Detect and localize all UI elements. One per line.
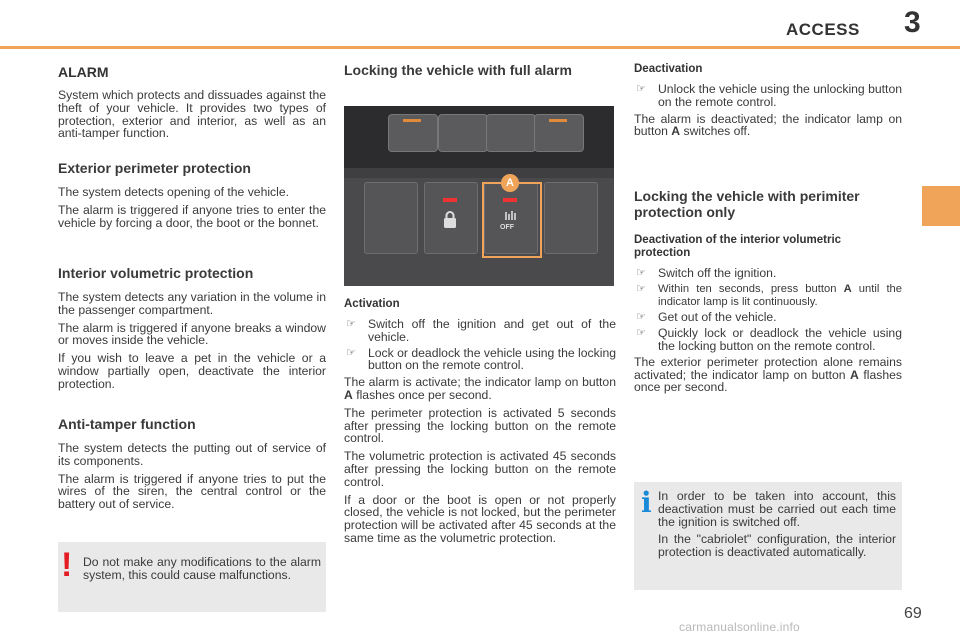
activation-title: Activation (344, 298, 400, 310)
watermark: carmanualsonline.info (679, 620, 800, 634)
dashboard-photo (344, 106, 614, 286)
activation-p4: If a door or the boot is open or not properly closed, the vehicle is not locked, but the perimeter protection will be activated after 45 seconds at the same time as the volumetric protection. (344, 492, 616, 545)
photo-led-red (443, 198, 457, 202)
alarm-text: System which protects and dissuades against the theft of your vehicle. It provides two types of protection, exterior and interior, as well as an anti-tamper function. (58, 88, 326, 141)
perimeter-end-p: The exterior perimeter protection alone remains activated; the indicator lamp on button A flashes once per second. (634, 354, 902, 395)
tamper-title: Anti-tamper function (58, 416, 196, 432)
tamper-p2: The alarm is triggered if anyone tries to put the wires of the siren, the central control or the battery out of service. (58, 471, 326, 512)
pointing-hand-icon: ☞ (636, 83, 646, 95)
tamper-p1: The system detects the putting out of service of its components. (58, 441, 326, 468)
photo-button-blank-2 (544, 182, 598, 254)
photo-key-2 (438, 114, 488, 152)
exclamation-icon: ! (61, 546, 73, 584)
photo-key-4 (534, 114, 584, 152)
deactivation-title: Deactivation (634, 63, 703, 75)
page-number: 69 (904, 605, 922, 622)
alarm-title: ALARM (58, 64, 109, 80)
pointing-hand-icon: ☞ (346, 346, 356, 359)
exterior-p2: The alarm is triggered if anyone tries to enter the vehicle by forcing a door, the boot or the bonnet. (58, 202, 326, 230)
button-a-highlight (482, 182, 542, 258)
perimeter-bullet-1: ☞ Switch off the ignition. (636, 266, 777, 280)
chapter-number: 3 (904, 6, 921, 39)
activation-bullet-2: ☞ Lock or deadlock the vehicle using the locking button on the remote control. (346, 345, 616, 373)
deactivation-bullet: ☞ Unlock the vehicle using the unlocking button on the remote control. (636, 82, 902, 109)
perimeter-bullet-3: ☞ Get out of the vehicle. (636, 310, 777, 325)
section-title: ACCESS (786, 20, 860, 39)
padlock-icon (442, 210, 458, 230)
exterior-section (58, 160, 326, 229)
interior-p1: The system detects any variation in the volume in the passenger compartment. (58, 290, 326, 317)
pointing-hand-icon: ☞ (636, 327, 646, 340)
perimeter-section (634, 188, 902, 394)
info-p1: In order to be taken into account, this deactivation must be carried out each time the ignition is switched off. (658, 489, 896, 529)
photo-led (549, 119, 567, 122)
alarm-section (58, 64, 326, 140)
exterior-p1: The system detects opening of the vehicle. (58, 185, 290, 199)
interior-section (58, 265, 326, 391)
info-text (658, 490, 896, 559)
info-box (634, 482, 902, 590)
pointing-hand-icon: ☞ (346, 318, 356, 330)
warning-box (58, 542, 326, 612)
perimeter-bullet-2: ☞ Within ten seconds, press button A until the indicator lamp is lit continuously. (636, 282, 903, 308)
header-rule (0, 46, 960, 49)
pointing-hand-icon: ☞ (636, 267, 646, 279)
interior-p2: The alarm is triggered if anyone breaks a window or moves inside the vehicle. (58, 320, 326, 348)
photo-upper-panel (344, 106, 614, 168)
photo-off-label: OFF (500, 224, 514, 231)
volumetric-deactivation-title: Deactivation of the interior volumetric protection (634, 234, 842, 259)
photo-button-blank-1 (364, 182, 418, 254)
activation-p2: The perimeter protection is activated 5 seconds after pressing the locking button on the remote control. (344, 405, 616, 446)
interior-title: Interior volumetric protection (58, 265, 254, 281)
perimeter-bullet-4: ☞ Quickly lock or deadlock the vehicle using the locking button on the remote control. (636, 326, 902, 353)
info-p2: In the "cabriolet" configuration, the interior protection is deactivated automatically. (658, 532, 896, 560)
perimeter-title: Locking the vehicle with perimiter protection only (634, 188, 860, 220)
activation-p1: The alarm is activate; the indicator lamp on button A flashes once per second. (344, 375, 616, 402)
chapter-tab (922, 186, 960, 226)
deactivation-section (634, 63, 902, 138)
activation-section (344, 298, 616, 545)
activation-bullet-1: ☞ Switch off the ignition and get out of the vehicle. (346, 317, 616, 344)
button-a-badge: A (501, 174, 519, 192)
tamper-section (58, 416, 326, 511)
activation-p3: The volumetric protection is activated 45 seconds after pressing the locking button on the remote control. (344, 449, 616, 489)
photo-led (403, 119, 421, 122)
interior-p3: If you wish to leave a pet in the vehicle or a window partially open, deactivate the interior protection. (58, 351, 326, 391)
full-alarm-title: Locking the vehicle with full alarm (344, 62, 572, 78)
exterior-title: Exterior perimeter protection (58, 160, 251, 176)
full-alarm-title-block (344, 62, 616, 78)
pointing-hand-icon: ☞ (636, 311, 646, 324)
info-icon: i (641, 486, 652, 519)
pointing-hand-icon: ☞ (636, 282, 646, 295)
photo-key-3 (486, 114, 536, 152)
deactivation-p: The alarm is deactivated; the indicator lamp on button A switches off. (634, 111, 902, 139)
photo-key-1 (388, 114, 438, 152)
warning-text: Do not make any modifications to the alarm system, this could cause malfunctions. (83, 555, 321, 582)
